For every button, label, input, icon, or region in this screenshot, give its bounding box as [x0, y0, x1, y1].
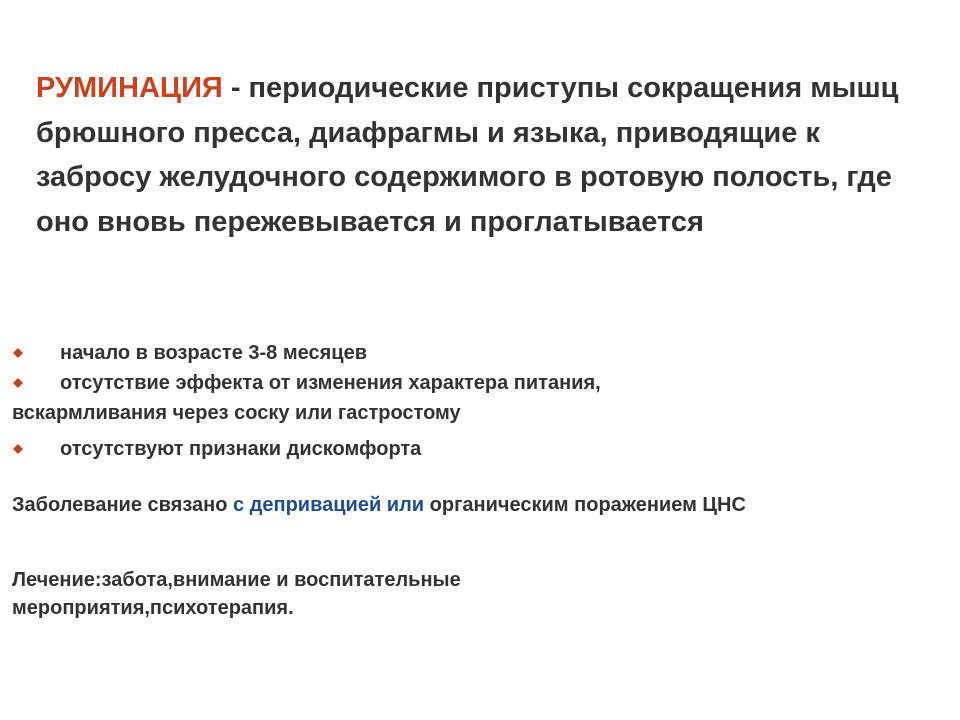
criteria-item-text: отсутствуют признаки дискомфорта — [60, 438, 422, 460]
diamond-bullet-icon — [12, 368, 24, 398]
treatment-paragraph — [12, 566, 912, 622]
disease-cause-paragraph — [12, 490, 912, 520]
disease-text-end: органическим поражением ЦНС — [424, 494, 746, 516]
diamond-bullet-icon — [12, 434, 24, 464]
criteria-item-text: начало в возрасте 3-8 месяцев — [60, 342, 367, 364]
criteria-item-text: отсутствие эффекта от изменения характера питания, — [60, 372, 601, 394]
disease-highlight: с депривацией или — [232, 494, 425, 516]
rumination-definition — [36, 66, 916, 244]
treatment-line-2: мероприятия,психотерапия. — [12, 597, 294, 619]
criteria-item-text-continued: вскармливания через соску или гастростому — [12, 402, 461, 424]
criteria-item-no-effect — [12, 368, 942, 428]
criteria-item-no-discomfort — [12, 434, 942, 464]
disease-text-start: Заболевание связано — [12, 494, 233, 516]
criteria-item-onset — [12, 338, 942, 368]
treatment-line-1: Лечение:забота,внимание и воспитательные — [12, 569, 461, 591]
definition-term: РУМИНАЦИЯ — [36, 72, 223, 104]
criteria-list — [12, 338, 942, 464]
definition-text: - периодические приступы сокращения мышц брюшного пресса, диафрагмы и языка, приводящие к забросу желудочного содержимого в ротовую полость, где оно вновь пережевывается и проглатывается — [36, 72, 899, 238]
diamond-bullet-icon — [12, 338, 24, 368]
